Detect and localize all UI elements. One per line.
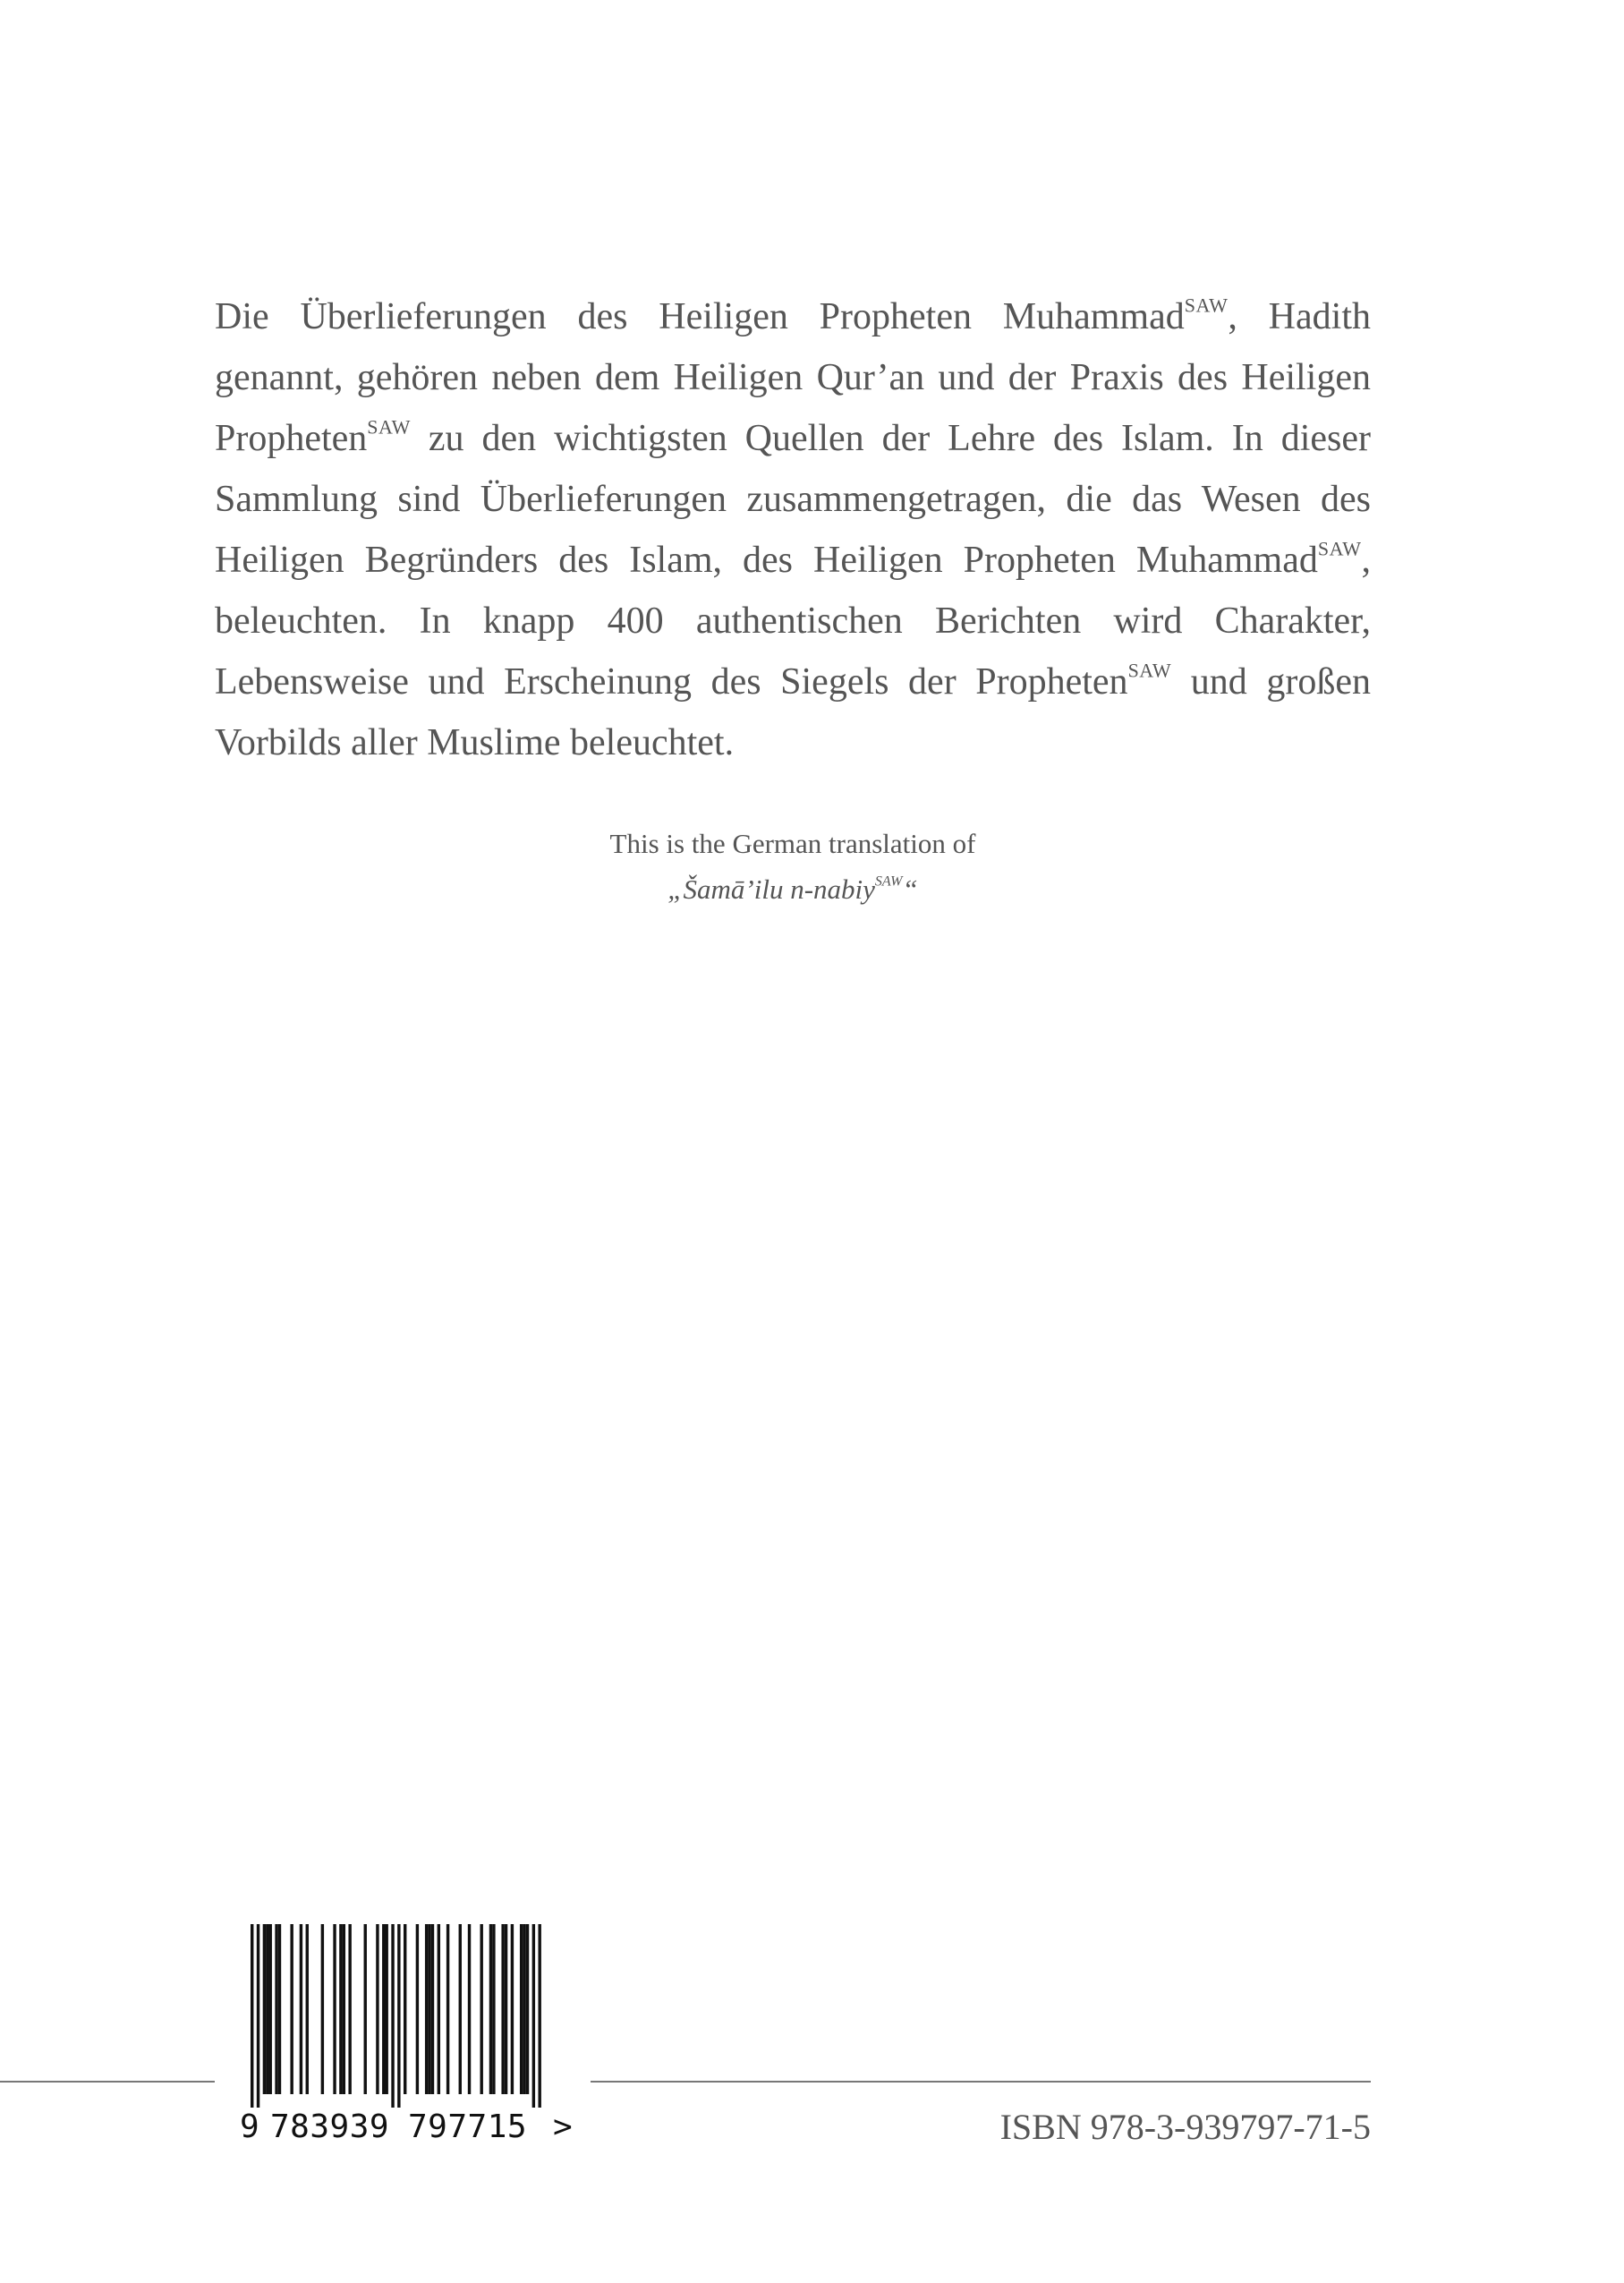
barcode-bar xyxy=(526,1924,529,2094)
barcode-bar xyxy=(300,1924,302,2094)
blurb-text-2: , Hadith genannt, gehören neben dem Heiligen Qur’an und der Praxis des Heiligen Propheten xyxy=(215,296,1371,459)
original-title-honorific: SAW xyxy=(874,873,903,890)
barcode-bar xyxy=(382,1924,385,2094)
barcode-bar xyxy=(425,1924,428,2094)
barcode-bar xyxy=(511,1924,514,2094)
barcode-bar xyxy=(385,1924,387,2094)
barcode-bar xyxy=(459,1924,462,2094)
original-title-text: „Šamā’ilu n-nabiy xyxy=(667,873,875,905)
blurb-text-5: und großen Vorbilds aller Muslime beleuchtet. xyxy=(215,661,1371,763)
barcode-bar xyxy=(269,1924,272,2094)
barcode-left-group: 783939 xyxy=(270,2108,390,2145)
barcode-digits xyxy=(242,2108,591,2146)
barcode-bar xyxy=(339,1924,342,2094)
barcode-bar xyxy=(489,1924,492,2094)
barcode-bar xyxy=(376,1924,378,2094)
barcode-bar xyxy=(333,1924,336,2094)
saw-honorific-1: SAW xyxy=(1184,294,1229,317)
isbn-number: ISBN 978-3-939797-71-5 xyxy=(999,2107,1371,2147)
barcode-end-mark: > xyxy=(553,2108,573,2145)
saw-honorific-3: SAW xyxy=(1317,537,1362,560)
barcode-bar xyxy=(275,1924,277,2094)
original-title xyxy=(215,873,1371,906)
back-cover-blurb xyxy=(215,286,1371,773)
barcode-bar xyxy=(404,1924,406,2094)
barcode-bar xyxy=(391,1924,394,2108)
barcode-bar xyxy=(505,1924,507,2094)
translation-note: This is the German translation of xyxy=(609,828,976,859)
barcode-bar xyxy=(468,1924,471,2094)
barcode-bar xyxy=(321,1924,324,2094)
barcode-bar xyxy=(348,1924,351,2094)
barcode-first-digit: 9 xyxy=(240,2108,259,2145)
barcode-bar xyxy=(520,1924,523,2094)
barcode-bar xyxy=(251,1924,253,2108)
barcode-bar xyxy=(266,1924,268,2094)
barcode-bar xyxy=(416,1924,419,2094)
barcode-bar xyxy=(278,1924,281,2094)
blurb-text-1: Die Überlieferungen des Heiligen Propheten Muhammad xyxy=(215,296,1185,337)
barcode-bar xyxy=(397,1924,400,2108)
barcode-bar xyxy=(290,1924,293,2094)
blurb-text-3: zu den wichtigsten Quellen der Lehre des Islam. In dieser Sammlung sind Überlieferungen zusammengetragen, die das Wesen des Heiligen Begründers des Islam, des Heiligen Propheten Muhammad xyxy=(215,418,1371,581)
barcode-bar xyxy=(364,1924,367,2094)
barcode-bars xyxy=(242,1924,582,2108)
isbn-barcode xyxy=(242,1924,582,2157)
divider-line-left xyxy=(0,2081,215,2083)
barcode-bar xyxy=(492,1924,495,2094)
blurb-text-4: , beleuchten. In knapp 400 authentischen Berichten wird Charakter, Lebensweise und Erscheinung des Siegels der Propheten xyxy=(215,540,1371,703)
barcode-bar xyxy=(446,1924,449,2094)
saw-honorific-2: SAW xyxy=(367,415,411,439)
barcode-bar xyxy=(438,1924,440,2094)
barcode-bar xyxy=(257,1924,259,2108)
barcode-bar xyxy=(538,1924,540,2108)
barcode-bar xyxy=(263,1924,266,2094)
barcode-bar xyxy=(480,1924,483,2094)
divider-line-right xyxy=(591,2081,1371,2083)
barcode-right-group: 797715 xyxy=(408,2108,528,2145)
original-title-closing-quote: “ xyxy=(902,873,918,905)
barcode-bar xyxy=(501,1924,504,2094)
barcode-bar xyxy=(532,1924,535,2108)
saw-honorific-4: SAW xyxy=(1127,659,1172,682)
barcode-bar xyxy=(343,1924,345,2094)
barcode-bar xyxy=(523,1924,525,2094)
barcode-bar xyxy=(306,1924,309,2094)
barcode-bar xyxy=(431,1924,434,2094)
barcode-bar xyxy=(428,1924,430,2094)
